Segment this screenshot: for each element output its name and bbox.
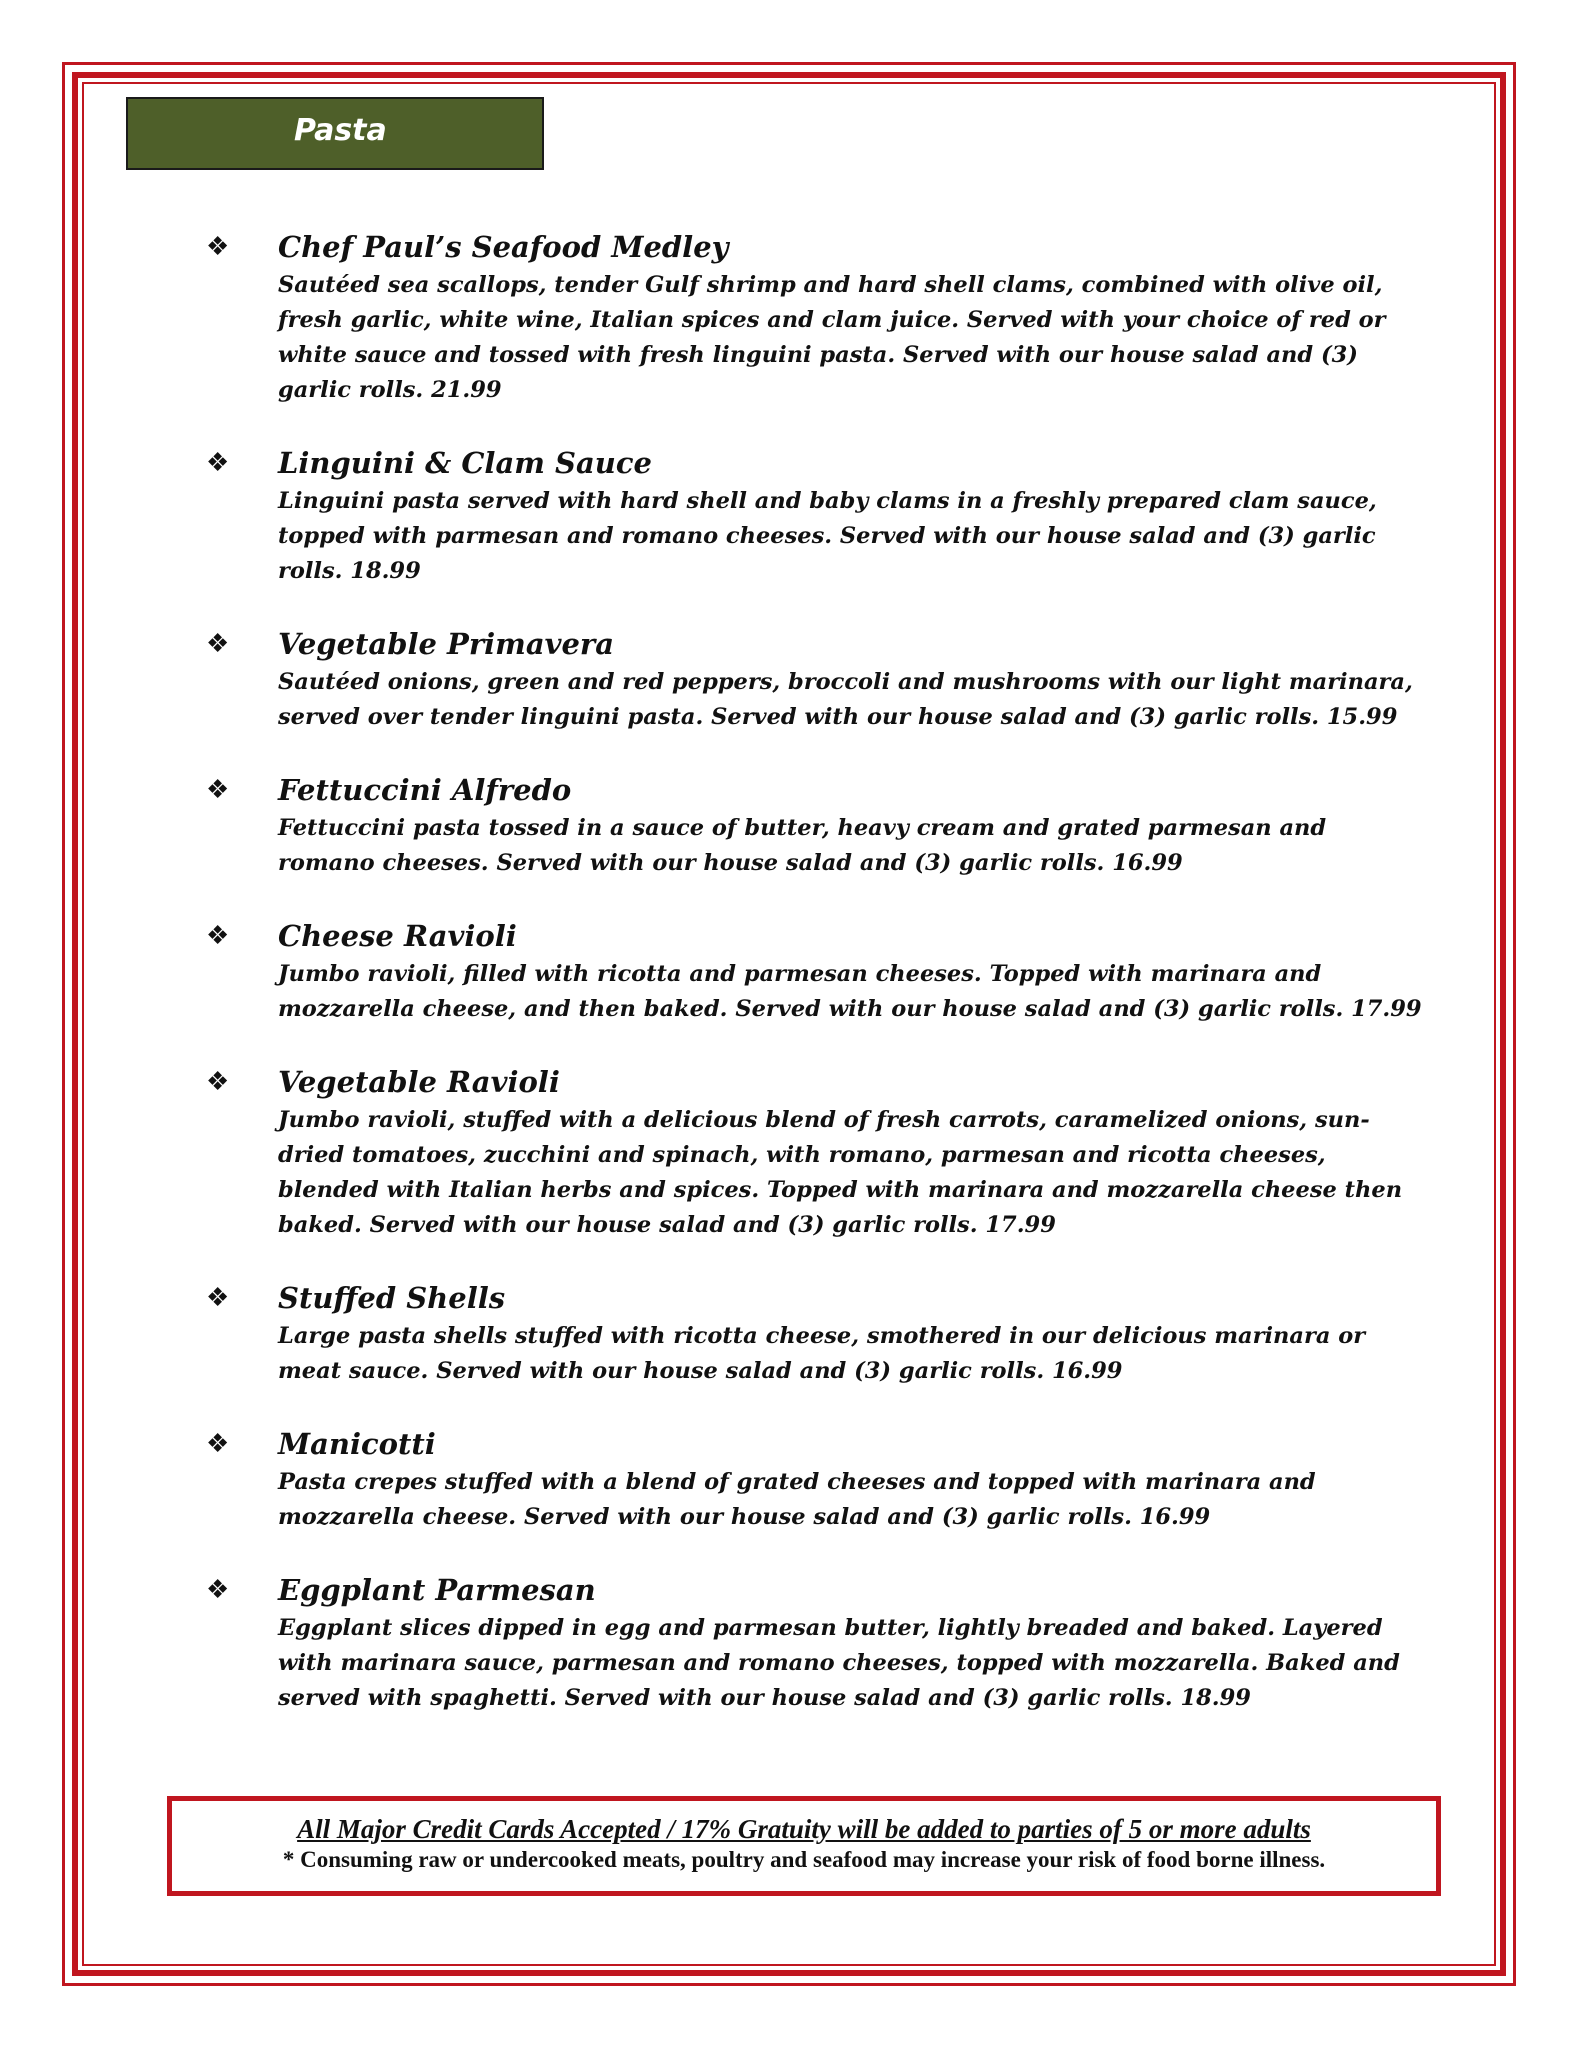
menu-item-name: Vegetable Primavera: [278, 627, 614, 661]
menu-item-description: Linguini pasta served with hard shell and baby clams in a freshly prepared clam sauce, topped with parmesan and romano cheeses. Served with our house salad and (3) garlic rolls. 18.99: [278, 488, 1377, 584]
menu-item-description: Pasta crepes stuffed with a blend of grated cheeses and topped with marinara and mozzarella cheese. Served with our house salad and (3) garlic rolls. 16.99: [278, 1469, 1316, 1530]
footer-notice: [167, 1796, 1441, 1896]
menu-item-name: Cheese Ravioli: [278, 919, 517, 953]
menu-item: [202, 1061, 1422, 1243]
food-safety-warning: * Consuming raw or undercooked meats, poultry and seafood may increase your risk of food borne illness.: [282, 1847, 1326, 1872]
diamond-bullet-icon: ❖: [206, 1283, 230, 1313]
diamond-bullet-icon: ❖: [206, 629, 230, 659]
menu-item-description: Fettuccini pasta tossed in a sauce of butter, heavy cream and grated parmesan and romano cheeses. Served with our house salad and (3) garlic rolls. 16.99: [278, 815, 1327, 876]
diamond-bullet-icon: ❖: [206, 1067, 230, 1097]
menu-item: [202, 1423, 1422, 1535]
menu-item: [202, 442, 1422, 589]
menu-item: [202, 226, 1422, 408]
diamond-bullet-icon: ❖: [206, 775, 230, 805]
menu-item: [202, 769, 1422, 881]
diamond-bullet-icon: ❖: [206, 232, 230, 262]
menu-item: [202, 1277, 1422, 1389]
menu-item-description: Sautéed onions, green and red peppers, broccoli and mushrooms with our light marinara, served over tender linguini pasta. Served with our house salad and (3) garlic rolls. 15.99: [278, 669, 1413, 730]
menu-item: [202, 915, 1422, 1027]
menu-item-description: Large pasta shells stuffed with ricotta cheese, smothered in our delicious marinara or meat sauce. Served with our house salad and (3) garlic rolls. 16.99: [278, 1323, 1366, 1384]
diamond-bullet-icon: ❖: [206, 1575, 230, 1605]
diamond-bullet-icon: ❖: [206, 921, 230, 951]
menu-item-description: Sautéed sea scallops, tender Gulf shrimp and hard shell clams, combined with olive oil, fresh garlic, white wine, Italian spices and clam juice. Served with your choice of red or white sauce and tossed with fresh linguini pasta. Served with our house salad and (3) garlic rolls. 21.99: [278, 272, 1386, 403]
menu-item-description: Jumbo ravioli, stuffed with a delicious blend of fresh carrots, caramelized onions, sun-dried tomatoes, zucchini and spinach, with romano, parmesan and ricotta cheeses, blended with Italian herbs and spices. Topped with marinara and mozzarella cheese then baked. Served with our house salad and (3) garlic rolls. 17.99: [278, 1107, 1403, 1238]
menu-list: [202, 226, 1422, 1750]
menu-item-name: Chef Paul’s Seafood Medley: [278, 230, 729, 264]
menu-item-name: Vegetable Ravioli: [278, 1065, 560, 1099]
menu-item-name: Linguini & Clam Sauce: [278, 446, 652, 480]
section-title: Pasta: [294, 113, 387, 148]
menu-item-name: Eggplant Parmesan: [278, 1573, 596, 1607]
menu-item: [202, 623, 1422, 735]
section-header: [126, 97, 544, 170]
menu-item: [202, 1569, 1422, 1716]
payment-policy: All Major Credit Cards Accepted / 17% Gratuity will be added to parties of 5 or more adults: [297, 1814, 1311, 1844]
menu-item-name: Fettuccini Alfredo: [278, 773, 572, 807]
menu-item-description: Eggplant slices dipped in egg and parmesan butter, lightly breaded and baked. Layered with marinara sauce, parmesan and romano cheeses, topped with mozzarella. Baked and served with spaghetti. Served with our house salad and (3) garlic rolls. 18.99: [278, 1615, 1400, 1711]
menu-item-description: Jumbo ravioli, filled with ricotta and parmesan cheeses. Topped with marinara and mozzarella cheese, and then baked. Served with our house salad and (3) garlic rolls. 17.99: [278, 961, 1422, 1022]
menu-item-name: Stuffed Shells: [278, 1281, 506, 1315]
menu-item-name: Manicotti: [278, 1427, 436, 1461]
diamond-bullet-icon: ❖: [206, 1429, 230, 1459]
diamond-bullet-icon: ❖: [206, 448, 230, 478]
